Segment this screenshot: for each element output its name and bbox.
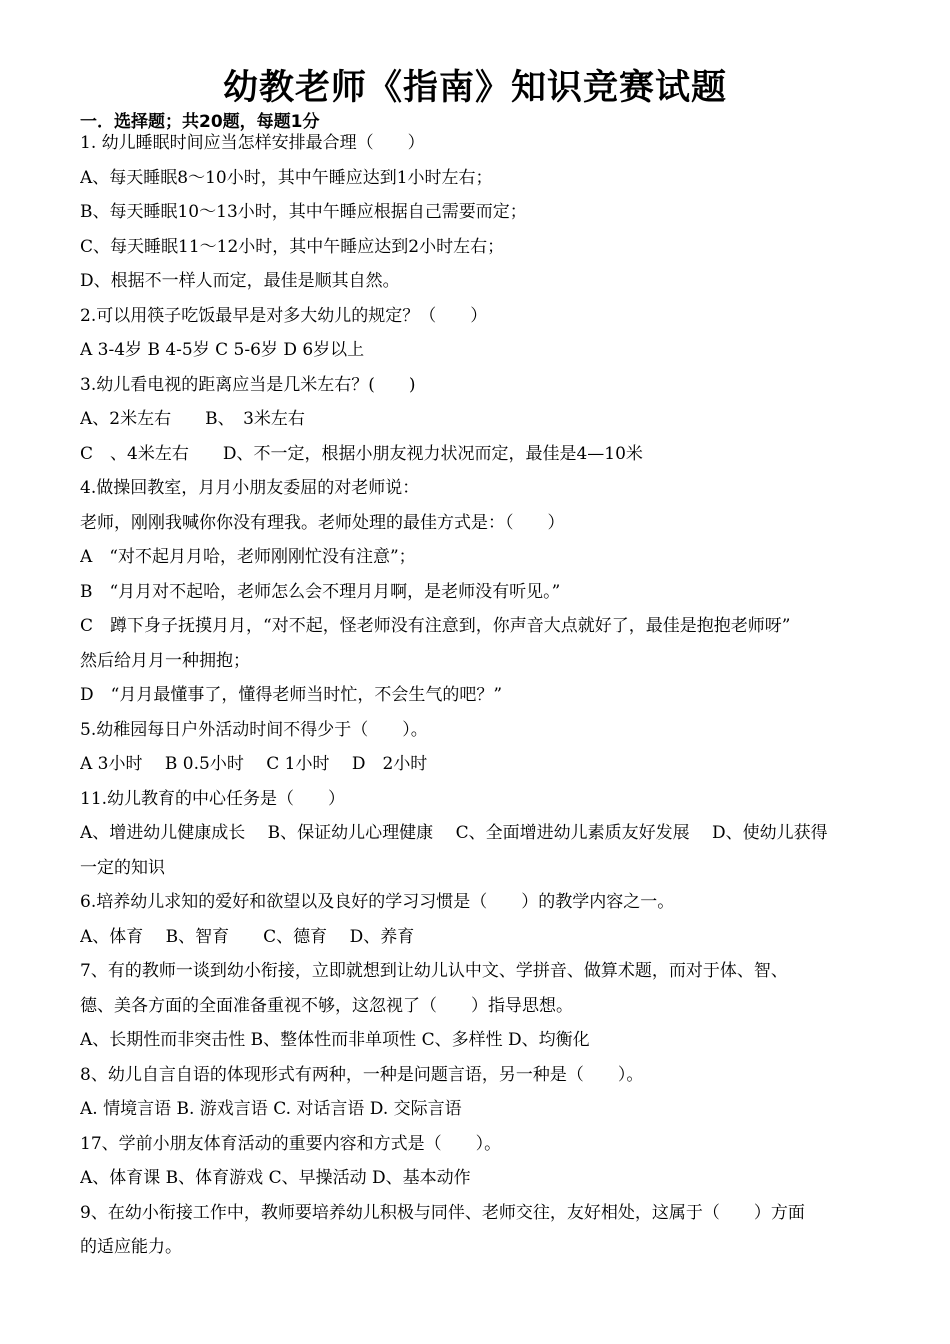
text-line: 1. 幼儿睡眠时间应当怎样安排最合理（ ）: [80, 133, 425, 153]
text-line: A、每天睡眠8～10小时，其中午睡应达到1小时左右；: [80, 167, 493, 188]
text-line: 6.培养幼儿求知的爱好和欲望以及良好的学习习惯是（ ）的教学内容之一。: [80, 892, 675, 912]
section-heading: 一．选择题；共20题，每题1分: [80, 112, 320, 132]
text-line: B “月月对不起哈，老师怎么会不理月月啊，是老师没有听见。”: [80, 581, 561, 602]
text-line: C 、4米左右 D、不一定，根据小朋友视力状况而定，最佳是4—10米: [80, 443, 643, 464]
text-line: 11.幼儿教育的中心任务是（ ）: [80, 788, 346, 809]
text-line: A 3小时 B 0.5小时 C 1小时 D 2小时: [80, 754, 428, 774]
text-line: 的适应能力。: [80, 1237, 182, 1257]
text-line: A、体育 B、智育 C、德育 D、养育: [80, 926, 415, 947]
text-line: D “月月最懂事了，懂得老师当时忙，不会生气的吧？”: [80, 685, 503, 705]
text-line: A. 情境言语 B. 游戏言语 C. 对话言语 D. 交际言语: [80, 1099, 462, 1119]
text-line: 17、学前小朋友体育活动的重要内容和方式是（ ）。: [80, 1133, 502, 1154]
text-line: 一定的知识: [80, 857, 165, 878]
text-line: 2.可以用筷子吃饭最早是对多大幼儿的规定？（ ）: [80, 305, 488, 326]
text-line: A、体育课 B、体育游戏 C、早操活动 D、基本动作: [80, 1168, 471, 1188]
text-line: A、2米左右 B、 3米左右: [80, 409, 305, 429]
text-line: C 蹲下身子抚摸月月，“对不起，怪老师没有注意到，你声音大点就好了，最佳是抱抱老师呀”: [80, 616, 791, 636]
text-line: C、每天睡眠11～12小时，其中午睡应达到2小时左右；: [80, 236, 505, 257]
text-line: D、根据不一样人而定，最佳是顺其自然。: [80, 271, 400, 291]
text-line: 德、美各方面的全面准备重视不够，这忽视了（ ）指导思想。: [80, 995, 573, 1016]
text-line: 8、幼儿自言自语的体现形式有两种，一种是问题言语，另一种是（ ）。: [80, 1064, 644, 1085]
question-list: [80, 126, 900, 1265]
text-line: 然后给月月一种拥抱；: [80, 650, 250, 671]
text-line: A、长期性而非突击性 B、整体性而非单项性 C、多样性 D、均衡化: [80, 1030, 590, 1050]
text-line: A、增进幼儿健康成长 B、保证幼儿心理健康 C、全面增进幼儿素质友好发展 D、使幼儿获得: [80, 823, 828, 843]
text-line: 4.做操回教室，月月小朋友委屈的对老师说：: [80, 478, 420, 498]
text-line: 5.幼稚园每日户外活动时间不得少于（ ）。: [80, 719, 428, 740]
text-line: 7、有的教师一谈到幼小衔接，立即就想到让幼儿认中文、学拼音、做算术题，而对于体、智、: [80, 961, 788, 981]
text-line: A 3-4岁 B 4-5岁 C 5-6岁 D 6岁以上: [80, 340, 365, 360]
document-title: 幼教老师《指南》知识竞赛试题: [222, 68, 727, 108]
text-line: B、每天睡眠10～13小时，其中午睡应根据自己需要而定；: [80, 202, 527, 222]
text-line: 9、在幼小衔接工作中，教师要培养幼儿积极与同伴、老师交往，友好相处，这属于（ ）方面: [80, 1202, 805, 1223]
text-line: 3.幼儿看电视的距离应当是几米左右？( ): [80, 374, 416, 395]
text-line: A “对不起月月哈，老师刚刚忙没有注意”；: [80, 547, 416, 567]
text-line: 老师，刚刚我喊你你没有理我。老师处理的最佳方式是：（ ）: [80, 512, 565, 533]
